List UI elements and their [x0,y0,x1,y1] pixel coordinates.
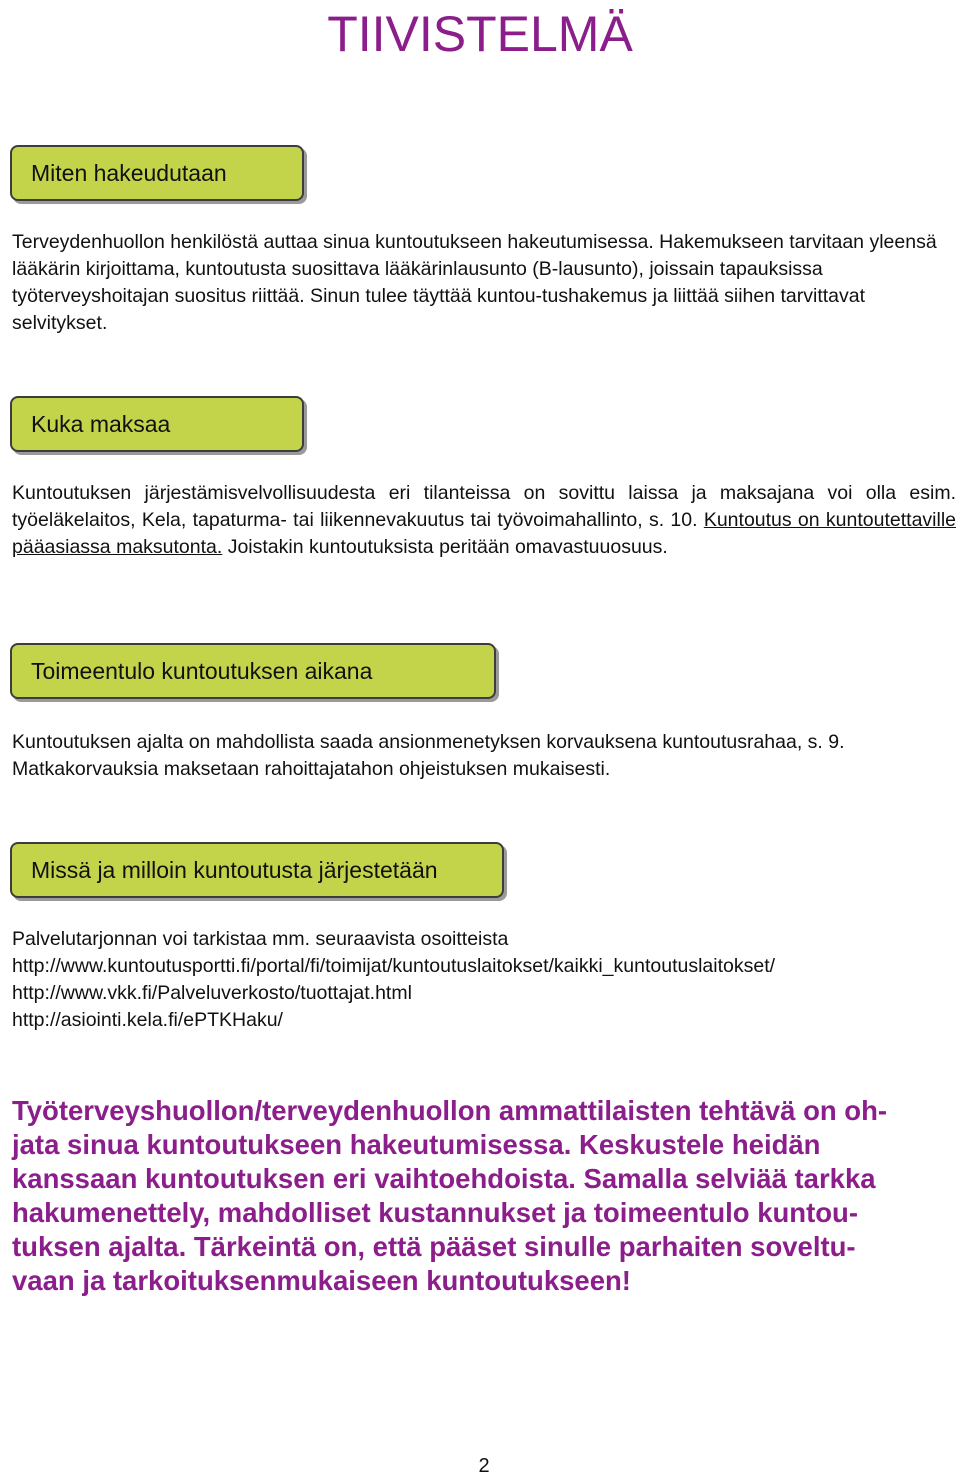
highlight-line: jata sinua kuntoutukseen hakeutumisessa. Keskustele heidän [12,1129,821,1160]
section-paragraph [12,926,956,1034]
service-link[interactable]: http://asiointi.kela.fi/ePTKHaku/ [12,1009,283,1031]
section-heading: Toimeentulo kuntoutuksen aikana [31,658,373,684]
section-body-text: Kuntoutuksen ajalta on mahdollista saada ansionmenetyksen korvauksena kuntoutusrahaa, s. 9. Matkakorvauksia maksetaan rahoittajatahon ohjeistuksen mukaisesti. [12,731,845,780]
underlined-statement: Kuntoutus on kuntoutettaville pääasiassa maksutonta. [12,509,956,558]
section-heading-box [10,145,304,201]
highlight-line: Työterveyshuollon/terveydenhuollon ammattilaisten tehtävä on oh- [12,1095,888,1126]
section-paragraph [12,480,956,561]
highlight-line: tuksen ajalta. Tärkeintä on, että pääset sinulle parhaiten soveltu- [12,1231,856,1262]
section-heading: Miten hakeudutaan [31,160,227,186]
section-heading: Missä ja milloin kuntoutusta järjestetään [31,857,438,883]
section-body-text [12,480,956,561]
service-link[interactable]: http://www.kuntoutusportti.fi/portal/fi/toimijat/kuntoutuslaitokset/kaikki_kuntoutuslaitokset/ [12,955,776,977]
highlight-line: hakumenettely, mahdolliset kustannukset ja toimeentulo kuntou- [12,1197,859,1228]
highlight-summary [12,1094,948,1298]
section-heading: Kuka maksaa [31,411,171,437]
page-number: 2 [478,1455,490,1477]
highlight-line: kanssaan kuntoutuksen eri vaihtoehdoista. Samalla selviää tarkka [12,1163,876,1194]
section-heading-box [10,842,504,898]
body-outro-text: Joistakin kuntoutuksista peritään omavastuuosuus. [222,536,668,558]
page-title: TIIVISTELMÄ [327,6,633,62]
section-paragraph [12,229,956,337]
body-intro-text: Kuntoutuksen järjestämisvelvollisuudesta eri tilanteissa on sovittu laissa ja maksajana voi olla esim. työeläkelaitos, Kela, tapaturma- tai liikennevakuutus tai työvoimahallinto, s. 10. [12,482,956,531]
highlight-line: vaan ja tarkoituksenmukaiseen kuntoutukseen! [12,1265,631,1296]
section-heading-box [10,396,304,452]
service-link[interactable]: http://www.vkk.fi/Palveluverkosto/tuottajat.html [12,982,412,1004]
section-body-text: Terveydenhuollon henkilöstä auttaa sinua kuntoutukseen hakeutumisessa. Hakemukseen tarvitaan yleensä lääkärin kirjoittama, kuntoutusta suosittava lääkärinlausunto (B-lausunto), joissain tapauksissa työterveyshoitajan suositus riittää. Sinun tulee täyttää kuntou-tushakemus ja liittää siihen tarvittavat selvitykset. [12,231,937,334]
section-paragraph [12,729,956,783]
section-heading-box [10,643,496,699]
links-intro-text: Palvelutarjonnan voi tarkistaa mm. seuraavista osoitteista [12,928,509,950]
